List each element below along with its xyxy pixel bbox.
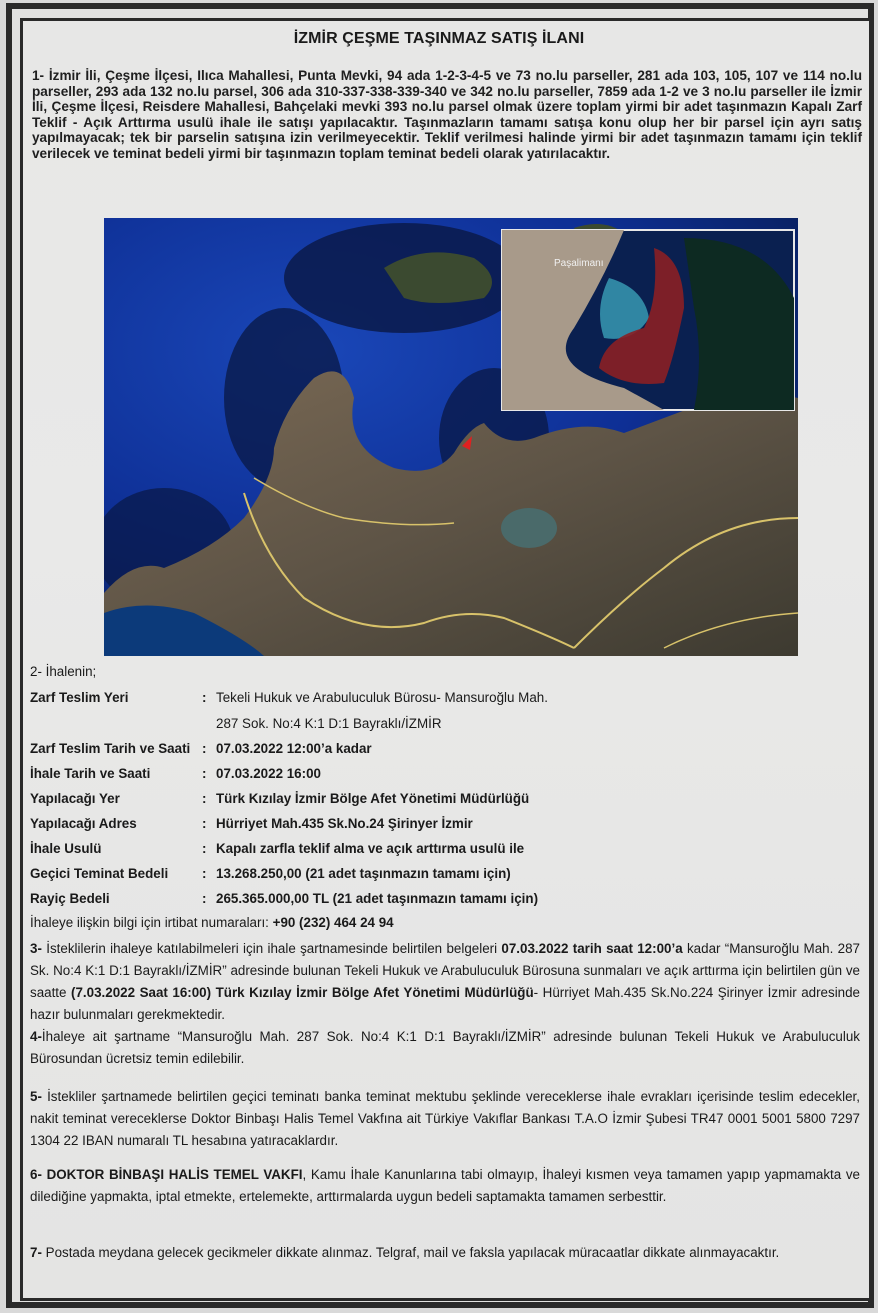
row-label: Geçici Teminat Bedeli <box>30 866 169 881</box>
section-1-number: 1- <box>32 68 45 83</box>
section-6-foundation: DOKTOR BİNBAŞI HALİS TEMEL VAKFI <box>41 1167 303 1182</box>
row-colon: : <box>202 891 207 906</box>
section-1 <box>32 68 862 161</box>
section-6-number: 6- <box>30 1167 42 1182</box>
contact-phone: +90 (232) 464 24 94 <box>272 915 394 930</box>
inset-map <box>502 230 794 410</box>
row-value: 07.03.2022 12:00’a kadar <box>216 741 372 756</box>
row-colon: : <box>202 690 207 705</box>
contact-text: İhaleye ilişkin bilgi için irtibat numaraları: <box>30 915 273 930</box>
row-label: İhale Tarih ve Saati <box>30 766 151 781</box>
section-7-text: Postada meydana gelecek gecikmeler dikkate alınmaz. Telgraf, mail ve faksla yapılacak müracaatlar dikkate alınmayacaktır. <box>41 1245 780 1260</box>
row-value: Tekeli Hukuk ve Arabuluculuk Bürosu- Mansuroğlu Mah. <box>216 690 548 705</box>
row-value: 265.365.000,00 TL (21 adet taşınmazın tamamı için) <box>216 891 539 906</box>
section-3 <box>30 938 860 1026</box>
section-5-text: İstekliler şartnamede belirtilen geçici teminatı banka teminat mektubu şeklinde vereceklerse ihale evrakları içerisinde teslim edecekler, nakit teminat vereceklerse Doktor Binbaşı Halis Temel Vakfına ait Türkiye Vakıflar Bankası T.A.O İzmir Şubesi TR47 0001 5001 5800 7297 1304 22 IBAN numaralı TL hesabına yatıracaklardır. <box>30 1089 860 1148</box>
row-label: Yapılacağı Yer <box>30 791 120 806</box>
section-3-text: İsteklilerin ihaleye katılabilmeleri için ihale şartnamesinde belirtilen belgeleri <box>41 941 502 956</box>
section-4-number: 4- <box>30 1029 42 1044</box>
satellite-map <box>104 218 798 656</box>
section-6-text: , Kamu İhale Kanunlarına tabi olmayıp, İhaleyi kısmen veya tamamen yapıp yapmamakta ve dilediğine yapmakta, iptal etmekte, ertelemekte, arttırmalarda uygun bedeli saptamakta tamamen serbesttir. <box>30 1167 860 1204</box>
contact-line <box>30 915 394 930</box>
row-colon: : <box>202 766 207 781</box>
section-3-deadline: 07.03.2022 tarih saat 12:00’a <box>501 941 683 956</box>
lake <box>501 508 557 548</box>
row-value: Türk Kızılay İzmir Bölge Afet Yönetimi Müdürlüğü <box>216 791 530 806</box>
row-label: Zarf Teslim Yeri <box>30 690 129 705</box>
section-7 <box>30 1242 860 1264</box>
row-colon: : <box>202 866 207 881</box>
section-3-text: - Hürriyet Mah.435 Sk.No.224 Şirinyer İzmir adresinde hazır bulunmaları gerekmektedir. <box>30 985 861 1022</box>
section-7-number: 7- <box>30 1245 42 1260</box>
row-colon: : <box>202 841 207 856</box>
row-colon: : <box>202 741 207 756</box>
section-3-text: kadar “Mansuroğlu Mah. 287 Sk. No:4 K:1 D:1 Bayraklı/İZMİR” adresinde bulunan Tekeli Hukuk ve Arabuluculuk Bürosuna sunmaları ve açık arttırma için belirtilen gün ve saatte <box>30 941 861 1000</box>
map-graphic <box>104 218 798 656</box>
row-label: Yapılacağı Adres <box>30 816 137 831</box>
row-value: Kapalı zarfla teklif alma ve açık arttırma usulü ile <box>216 841 525 856</box>
announcement-title: İZMİR ÇEŞME TAŞINMAZ SATIŞ İLANI <box>293 30 585 47</box>
row-colon: : <box>202 791 207 806</box>
section-1-text: İzmir İli, Çeşme İlçesi, Ilıca Mahallesi, Punta Mevki, 94 ada 1-2-3-4-5 ve 73 no.lu parseller, 281 ada 103, 105, 107 ve 114 no.lu parseller, 293 ada 132 no.lu parsel, 306 ada 310-337-338-339-340 ve 342 no.lu parseller, 7859 ada 1-2 ve 3 no.lu parseller ile İzmir İli, Çeşme İlçesi, Reisdere Mahallesi, Bahçelaki mevki 393 no.lu parsel olmak üzere toplam yirmi bir adet taşınmazın Kapalı Zarf Teklif - Açık Arttırma usulü ihale ile satışı yapılacaktır. Taşınmazların tamamı satışa konu olup her bir parsel için ayrı satış yapılmayacak; tek bir parselin satışına izin verilmeyecektir. Teklif verilmesi halinde yirmi bir adet taşınmazın tamamı için teklif verilecek ve teminat bedeli yirmi bir taşınmazın toplam teminat bedeli olarak yatırılacaktır. <box>32 68 862 161</box>
row-label: Zarf Teslim Tarih ve Saati <box>30 741 191 756</box>
section-4 <box>30 1026 860 1070</box>
row-value: 07.03.2022 16:00 <box>216 766 321 781</box>
section-5-number: 5- <box>30 1089 42 1104</box>
row-value: Hürriyet Mah.435 Sk.No.24 Şirinyer İzmir <box>216 816 473 831</box>
row-label: İhale Usulü <box>30 841 102 856</box>
section-6 <box>30 1164 860 1208</box>
section-2-heading: 2- İhalenin; <box>30 664 97 679</box>
section-4-text: İhaleye ait şartname “Mansuroğlu Mah. 287 Sok. No:4 K:1 D:1 Bayraklı/İZMİR” adresinde bulunan Tekeli Hukuk ve Arabuluculuk Bürosundan ücretsiz temin edilebilir. <box>30 1029 860 1066</box>
section-3-venue: (7.03.2022 Saat 16:00) Türk Kızılay İzmir Bölge Afet Yönetimi Müdürlüğü <box>71 985 534 1000</box>
inset-label: Paşalimanı <box>554 258 604 269</box>
row-value-line2: 287 Sok. No:4 K:1 D:1 Bayraklı/İZMİR <box>216 716 442 731</box>
section-3-number: 3- <box>30 941 42 956</box>
section-5 <box>30 1086 860 1152</box>
row-label: Rayiç Bedeli <box>30 891 110 906</box>
row-value: 13.268.250,00 (21 adet taşınmazın tamamı için) <box>216 866 511 881</box>
row-colon: : <box>202 816 207 831</box>
